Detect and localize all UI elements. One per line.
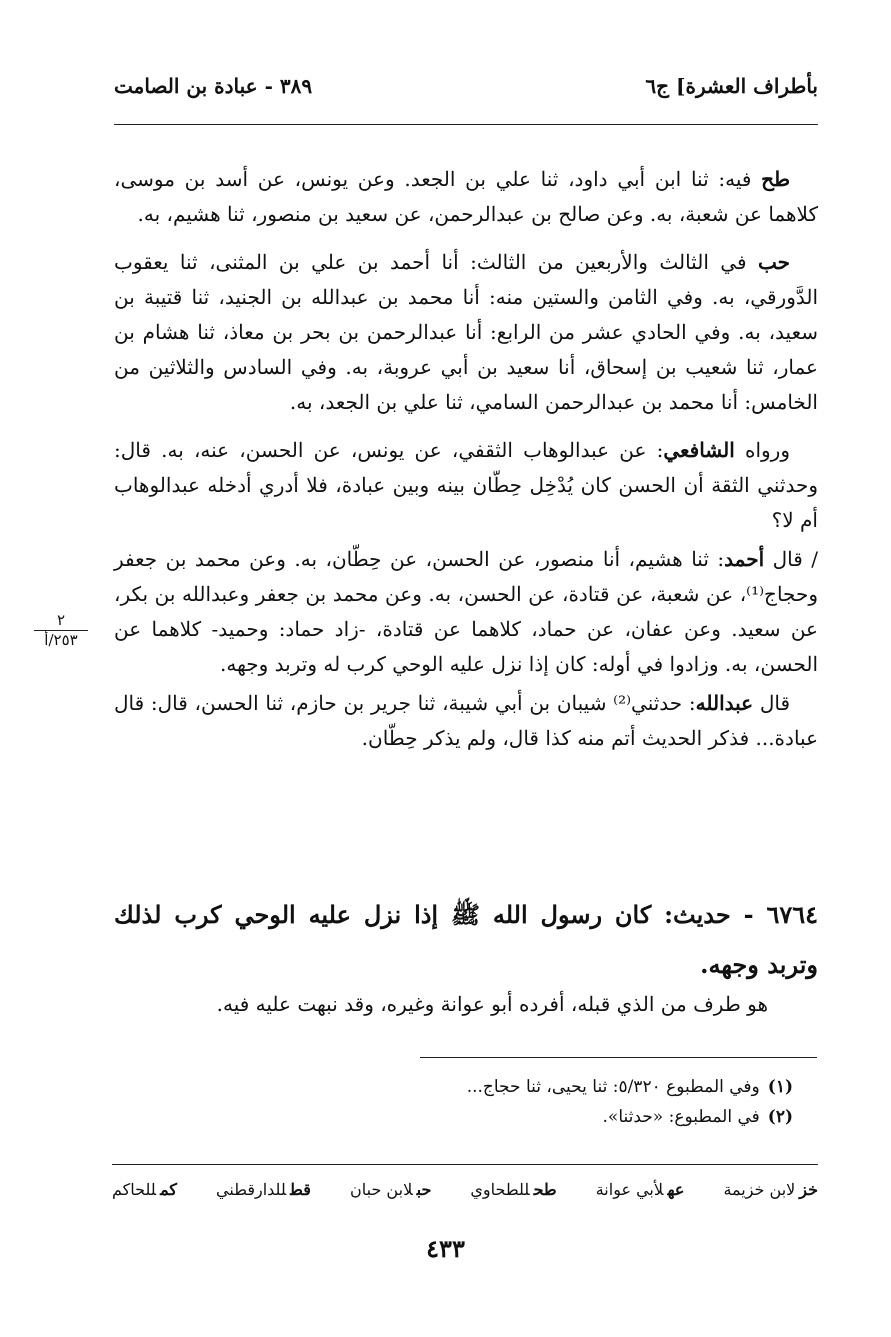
paragraph-ibn-hibban xyxy=(114,245,818,420)
main-text xyxy=(114,162,818,769)
paragraph-prefix: ورواه xyxy=(734,438,790,462)
footnote-mark: (١) xyxy=(767,1077,793,1097)
paragraph-prefix: / قال xyxy=(764,547,819,571)
source-abbr: طح xyxy=(761,167,790,191)
paragraph-tahawi xyxy=(114,162,818,232)
paragraph-text: : ثنا هشيم، أنا منصور، عن الحسن، عن حِطّان، به. وعن محمد بن جعفر وحجاج⁽¹⁾، عن شعبة، عن قتادة، عن الحسن، به. وعن محمد بن جعفر وعبدالله بن بكر، عن سعيد. وعن عفان، عن حماد، كلاهما عن قتادة، -زاد حماد: وحميد- كلاهما عن الحسن، به. وزادوا في أوله: كان إذا نزل عليه الوحي كرب له وتربد وجهه. xyxy=(114,547,818,676)
paragraph-prefix: قال xyxy=(753,691,791,715)
paragraph-text: : عن عبدالوهاب الثقفي، عن يونس، عن الحسن، عنه، به. قال: وحدثني الثقة أن الحسن كان يُدْخِل حِطّان بينه وبين عبادة، فلا أدري أدخله عبدالوهاب أم لا؟ xyxy=(114,438,818,532)
running-head xyxy=(114,74,818,98)
source-abbr: حب xyxy=(757,250,790,274)
key-abbr: خز xyxy=(799,1180,818,1199)
key-label: لأبي عوانة xyxy=(595,1180,664,1199)
key-abbr: طح xyxy=(533,1180,557,1199)
footnote-rule xyxy=(420,1057,817,1058)
footnote-text: وفي المطبوع ٥/٣٢٠: ثنا يحيى، ثنا حجاج... xyxy=(466,1077,760,1097)
paragraph-ahmad xyxy=(114,542,818,682)
footnote xyxy=(293,1072,793,1102)
footnote xyxy=(293,1102,793,1132)
key-item xyxy=(112,1180,177,1199)
header-book-title: بأطراف العشرة] ج٦ xyxy=(645,74,818,98)
key-item xyxy=(596,1180,685,1199)
paragraph-shafii xyxy=(114,433,818,538)
paragraph-text: فيه: ثنا ابن أبي داود، ثنا علي بن الجعد. وعن يونس، عن أسد بن موسى، كلاهما عن شعبة، به. وعن صالح بن عبدالرحمن، عن سعيد بن منصور، ثنا هشيم، به. xyxy=(114,167,818,226)
key-abbr: كم xyxy=(160,1180,177,1199)
source-name: أحمد xyxy=(724,547,765,571)
key-abbr: حب xyxy=(416,1180,432,1199)
key-item xyxy=(350,1180,431,1199)
key-label: لابن حبان xyxy=(350,1180,413,1199)
header-chapter-title: ٣٨٩ - عبادة بن الصامت xyxy=(114,74,313,98)
key-label: للحاكم xyxy=(112,1180,157,1199)
key-item xyxy=(723,1180,818,1199)
header-rule xyxy=(114,124,818,125)
hadith-number: ٦٧٦٤ xyxy=(766,900,818,929)
hadith-comment: هو طرف من الذي قبله، أفرده أبو عوانة وغيره، وقد نبهت عليه فيه. xyxy=(216,992,768,1016)
key-label: للطحاوي xyxy=(470,1180,530,1199)
key-item xyxy=(216,1180,311,1199)
manuscript-folio-note xyxy=(26,612,96,649)
key-abbr: عه xyxy=(667,1180,685,1199)
hadith-text: - حديث: كان رسول الله ﷺ إذا نزل عليه الوحي كرب لذلك وتربد وجهه. xyxy=(114,900,818,979)
source-name: عبدالله xyxy=(695,691,754,715)
abbreviation-key xyxy=(112,1180,818,1199)
paragraph-text: في الثالث والأربعين من الثالث: أنا أحمد بن علي بن المثنى، ثنا يعقوب الدَّورقي، به. وفي الثامن والستين منه: أنا محمد بن عبدالله بن الجنيد، ثنا قتيبة بن سعيد، به. وفي الحادي عشر من الرابع: أنا عبدالرحمن بن بحر بن معاذ، ثنا هشام بن عمار، ثنا شعيب بن إسحاق، أنا سعيد بن أبي عروبة، به. وفي السادس والثلاثين من الخامس: أنا محمد بن عبدالرحمن السامي، ثنا علي بن الجعد، به. xyxy=(114,250,818,414)
key-abbr: قط xyxy=(290,1180,311,1199)
key-rule xyxy=(112,1164,818,1165)
key-item xyxy=(470,1180,556,1199)
footnotes xyxy=(293,1072,793,1132)
folio-denominator: ٢٥٣/أ xyxy=(44,631,78,649)
footnote-text: في المطبوع: «حدثنا». xyxy=(602,1107,760,1127)
footnote-mark: (٢) xyxy=(767,1107,793,1127)
key-label: لابن خزيمة xyxy=(723,1180,796,1199)
paragraph-text: : حدثني⁽²⁾ شيبان بن أبي شيبة، ثنا جرير بن حازم، ثنا الحسن، قال: قال عبادة... فذكر الحديث أتم منه كذا قال، ولم يذكر حِطّان. xyxy=(114,691,818,750)
folio-numerator: ٢ xyxy=(56,611,66,629)
hadith-entry xyxy=(114,890,818,990)
key-label: للدارقطني xyxy=(216,1180,287,1199)
page-number: ٤٣٣ xyxy=(426,1234,465,1263)
source-name: الشافعي xyxy=(663,438,735,462)
paragraph-abdullah xyxy=(114,686,818,756)
